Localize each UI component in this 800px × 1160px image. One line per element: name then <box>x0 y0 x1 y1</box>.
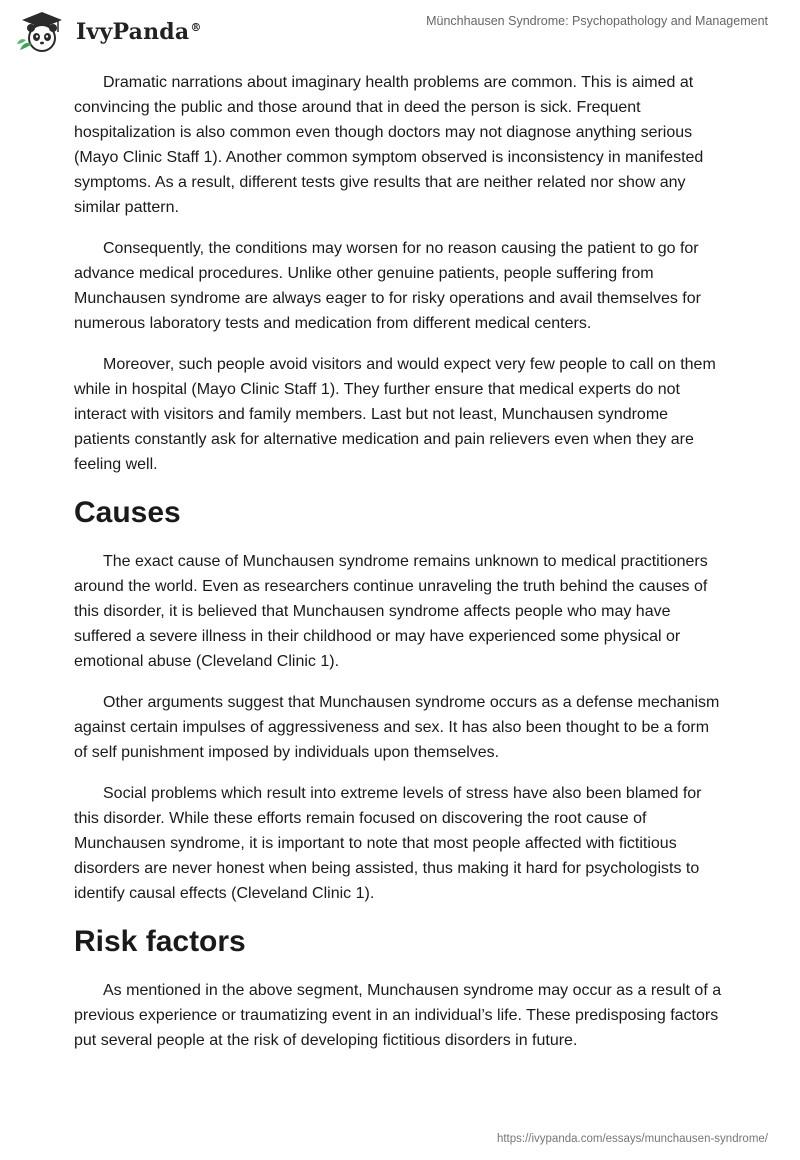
paragraph: Other arguments suggest that Munchausen syndrome occurs as a defense mechanism against certain impulses of aggressiveness and sex. It has also been thought to be a form of self punishment imposed by individuals upon themselves. <box>74 694 720 761</box>
paragraph: Moreover, such people avoid visitors and would expect very few people to call on them while in hospital (Mayo Clinic Staff 1). They further ensure that medical experts do not interact with visitors and family members. Last but not least, Munchausen syndrome patients constantly ask for alternative medication and pain relievers even when they are feeling well. <box>74 356 716 473</box>
paragraph: Dramatic narrations about imaginary health problems are common. This is aimed at convincing the public and those around that in deed the person is sick. Frequent hospitalization is also common even though doctors may not diagnose anything serious (Mayo Clinic Staff 1). Another common symptom observed is inconsistency in manifested symptoms. As a result, different tests give results that are neither related nor show any similar pattern. <box>74 74 704 216</box>
section-heading-causes: Causes <box>74 496 181 529</box>
page-header <box>0 0 800 60</box>
panda-logo-icon <box>14 10 70 54</box>
section-heading-risk-factors: Risk factors <box>74 925 246 958</box>
essay-body <box>74 70 726 1069</box>
paragraph: Consequently, the conditions may worsen for no reason causing the patient to go for advance medical procedures. Unlike other genuine patients, people suffering from Munchausen syndrome are always eager to for risky operations and avail themselves for numerous laboratory tests and medication from different medical centers. <box>74 240 701 332</box>
paragraph: The exact cause of Munchausen syndrome remains unknown to medical practitioners around the world. Even as researchers continue unraveling the truth behind the causes of this disorder, it is believed that Munchausen syndrome affects people who may have suffered a severe illness in their childhood or may have experienced some physical or emotional abuse (Cleveland Clinic 1). <box>74 553 708 670</box>
paragraph: Social problems which result into extreme levels of stress have also been blamed for this disorder. While these efforts remain focused on discovering the root cause of Munchausen syndrome, it is important to note that most people affected with fictitious disorders are never honest when being assisted, thus making it hard for psychologists to identify causal effects (Cleveland Clinic 1). <box>74 785 702 902</box>
logo-wordmark <box>76 19 202 45</box>
source-url-link[interactable]: https://ivypanda.com/essays/munchausen-syndrome/ <box>496 1133 768 1145</box>
document-title: Münchhausen Syndrome: Psychopathology and Management <box>426 14 768 28</box>
logo-text: IvyPanda <box>76 19 190 45</box>
ivypanda-logo[interactable] <box>14 8 202 56</box>
registered-mark: ® <box>190 20 202 34</box>
paragraph: As mentioned in the above segment, Munchausen syndrome may occur as a result of a previous experience or traumatizing event in an individual’s life. These predisposing factors put several people at the risk of developing fictitious disorders in future. <box>74 982 722 1049</box>
